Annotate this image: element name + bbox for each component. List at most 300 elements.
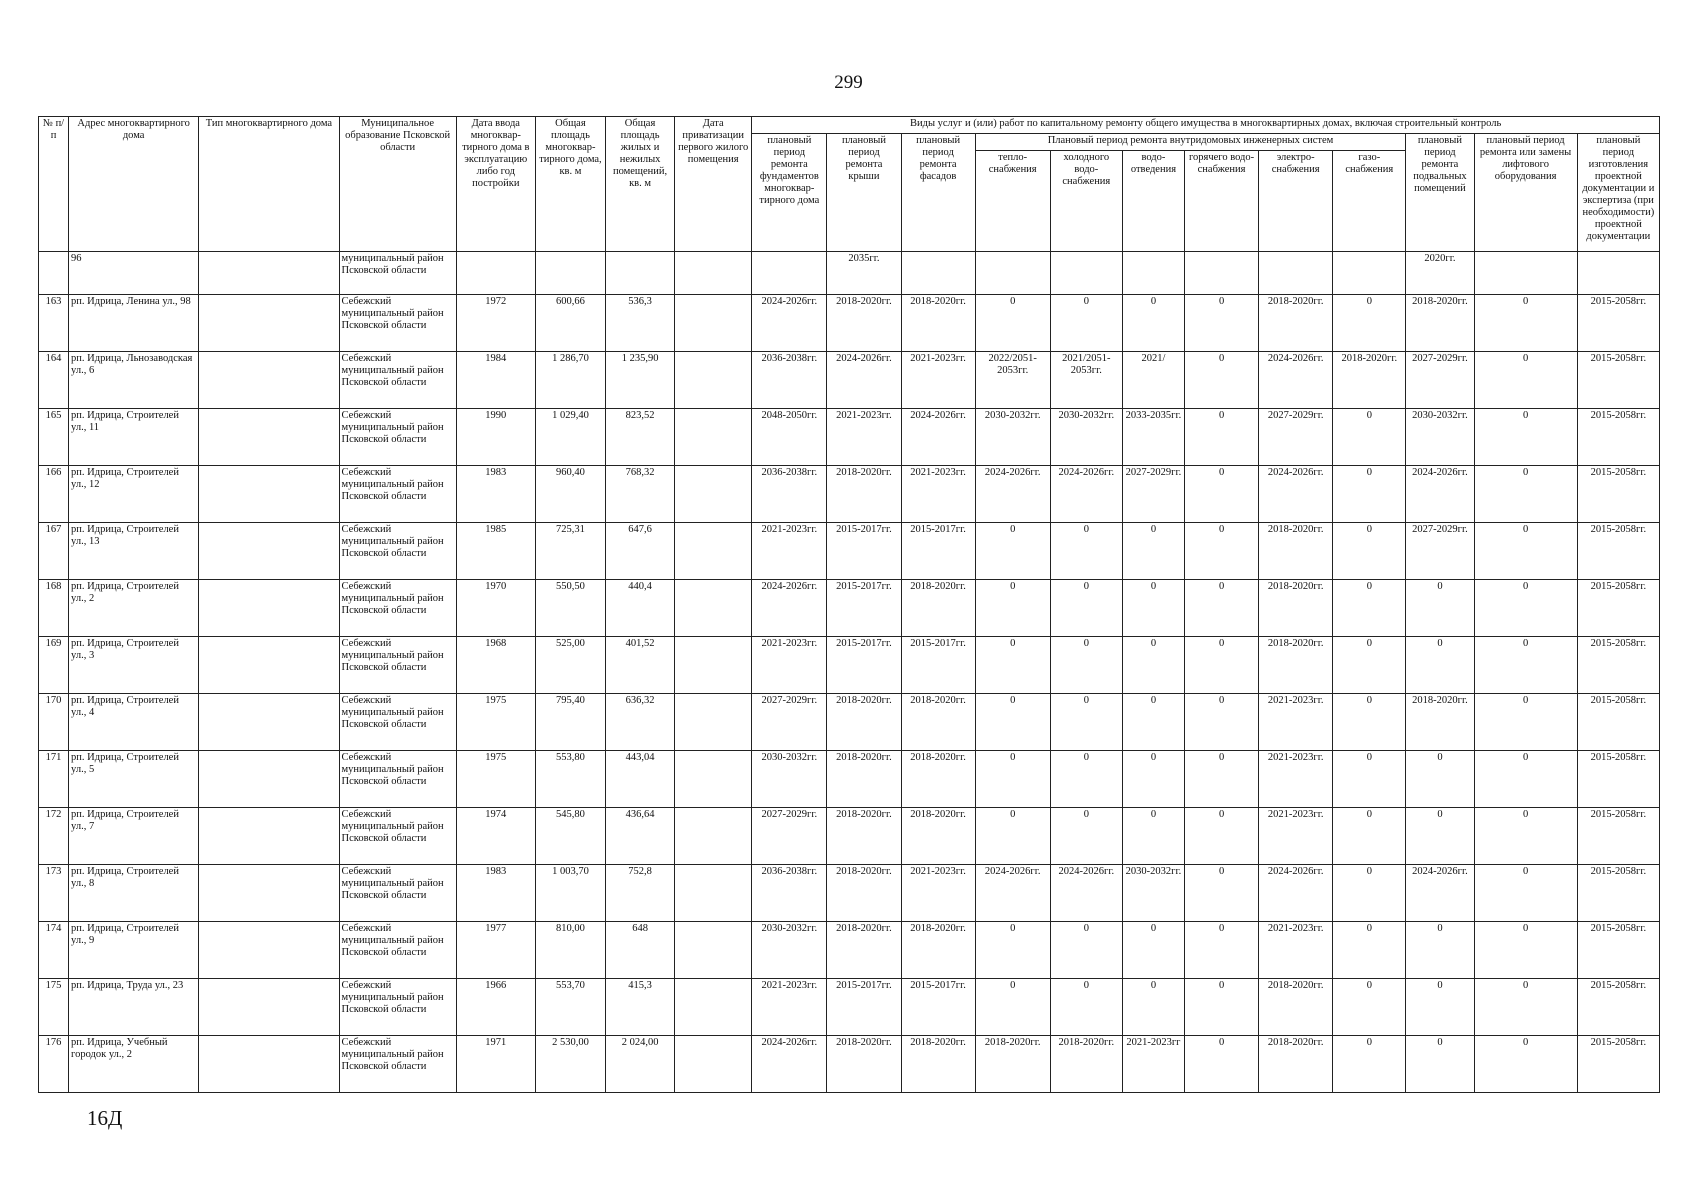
- cell-project: 2015-2058гг.: [1577, 1036, 1659, 1093]
- table-row: [39, 523, 1660, 580]
- cell-cold-water: 0: [1050, 922, 1122, 979]
- cell-hot-water: 0: [1185, 922, 1259, 979]
- cell-num: 172: [39, 808, 69, 865]
- header-house-type: Тип многоквартирного дома: [199, 117, 339, 252]
- cell-project: 2015-2058гг.: [1577, 523, 1659, 580]
- cell-drainage: 2021/: [1122, 352, 1184, 409]
- cell-hot-water: 0: [1185, 808, 1259, 865]
- cell-heating: 0: [975, 922, 1050, 979]
- cell-electric: 2018-2020гг.: [1259, 580, 1333, 637]
- continuation-row: [39, 252, 1660, 295]
- table-row: [39, 865, 1660, 922]
- cell-living-area: 536,3: [606, 295, 675, 352]
- cell-gas: 0: [1333, 922, 1406, 979]
- cell-privatization: [675, 979, 752, 1036]
- cell-project: 2015-2058гг.: [1577, 466, 1659, 523]
- cell-drainage: 0: [1122, 751, 1184, 808]
- cell-house-type: [199, 1036, 339, 1093]
- cell-basement: 2027-2029гг.: [1406, 352, 1474, 409]
- table-row: [39, 922, 1660, 979]
- cell-elevator: 0: [1474, 922, 1577, 979]
- cell-heating: 0: [975, 979, 1050, 1036]
- cell-house-type: [199, 808, 339, 865]
- cell-gas: 0: [1333, 694, 1406, 751]
- cell-roof: 2018-2020гг.: [827, 808, 901, 865]
- cell-cold-water: 2024-2026гг.: [1050, 865, 1122, 922]
- cell-roof: 2018-2020гг.: [827, 751, 901, 808]
- header-cold-water: холодного водо-снабжения: [1050, 151, 1122, 252]
- cell-basement: 2024-2026гг.: [1406, 466, 1474, 523]
- cell-basement: 0: [1406, 637, 1474, 694]
- cell-electric: 2018-2020гг.: [1259, 637, 1333, 694]
- cell-cold-water: 0: [1050, 751, 1122, 808]
- cell-basement: 0: [1406, 922, 1474, 979]
- cell-living-area: 2 024,00: [606, 1036, 675, 1093]
- cell-foundation: 2036-2038гг.: [752, 352, 827, 409]
- cell-address: рп. Идрица, Ленина ул., 98: [69, 295, 199, 352]
- cell-municipality: Себежский муниципальный район Псковской области: [339, 523, 456, 580]
- cell-municipality: Себежский муниципальный район Псковской области: [339, 580, 456, 637]
- cell-municipality: Себежский муниципальный район Псковской области: [339, 694, 456, 751]
- cell-elevator: 0: [1474, 865, 1577, 922]
- cell-gas: 0: [1333, 637, 1406, 694]
- capital-repair-table: [38, 116, 1660, 1093]
- cell-year: 1971: [456, 1036, 535, 1093]
- cell-municipality: Себежский муниципальный район Псковской области: [339, 979, 456, 1036]
- cell-living-area: 647,6: [606, 523, 675, 580]
- table-row: [39, 1036, 1660, 1093]
- cell-foundation: 2048-2050гг.: [752, 409, 827, 466]
- cell-drainage: 2030-2032гг.: [1122, 865, 1184, 922]
- cell-hot-water: 0: [1185, 580, 1259, 637]
- cell-address: рп. Идрица, Строителей ул., 2: [69, 580, 199, 637]
- cell-gas: 0: [1333, 865, 1406, 922]
- cell-total-area: 960,40: [535, 466, 605, 523]
- cell-cold-water: 2024-2026гг.: [1050, 466, 1122, 523]
- cell-project: 2015-2058гг.: [1577, 409, 1659, 466]
- table-body: [39, 252, 1660, 1093]
- cell-heating: 2024-2026гг.: [975, 865, 1050, 922]
- cell-hot-water: 0: [1185, 694, 1259, 751]
- cell-facade: 2021-2023гг.: [901, 352, 975, 409]
- cell-year: 1984: [456, 352, 535, 409]
- cell-address: рп. Идрица, Строителей ул., 8: [69, 865, 199, 922]
- cell-facade: 2021-2023гг.: [901, 865, 975, 922]
- cell-hot-water: 0: [1185, 637, 1259, 694]
- cell-drainage: 0: [1122, 922, 1184, 979]
- cell-address: рп. Идрица, Труда ул., 23: [69, 979, 199, 1036]
- cell-project: 2015-2058гг.: [1577, 580, 1659, 637]
- cell-house-type: [199, 295, 339, 352]
- cell-drainage: 0: [1122, 295, 1184, 352]
- header-electric: электро-снабжения: [1259, 151, 1333, 252]
- cell-heating: 0: [975, 694, 1050, 751]
- cell-living-area: 768,32: [606, 466, 675, 523]
- header-total-area: Общая площадь многоквар-тирного дома, кв. м: [535, 117, 605, 252]
- cell-basement: 0: [1406, 808, 1474, 865]
- cell-num: 173: [39, 865, 69, 922]
- cell-living-area: 636,32: [606, 694, 675, 751]
- cell-cold-water: 0: [1050, 637, 1122, 694]
- cell-house-type: [199, 523, 339, 580]
- cell-year: 1968: [456, 637, 535, 694]
- cell-project: 2015-2058гг.: [1577, 865, 1659, 922]
- cell-municipality: Себежский муниципальный район Псковской области: [339, 295, 456, 352]
- header-roof: плановый период ремонта крыши: [827, 134, 901, 252]
- cell-cold-water: 2021/2051-2053гг.: [1050, 352, 1122, 409]
- cell-electric: 2018-2020гг.: [1259, 295, 1333, 352]
- table-row: [39, 352, 1660, 409]
- cell-electric: 2021-2023гг.: [1259, 808, 1333, 865]
- cell-foundation: 2036-2038гг.: [752, 865, 827, 922]
- cell-total-area: 725,31: [535, 523, 605, 580]
- cell-privatization: [675, 694, 752, 751]
- cell-basement: 0: [1406, 580, 1474, 637]
- cell-heating: 2018-2020гг.: [975, 1036, 1050, 1093]
- cell-facade: 2015-2017гг.: [901, 979, 975, 1036]
- cell-basement: 2018-2020гг.: [1406, 295, 1474, 352]
- header-elevator: плановый период ремонта или замены лифтового оборудования: [1474, 134, 1577, 252]
- cell-heating: 0: [975, 523, 1050, 580]
- cell-municipality: Себежский муниципальный район Псковской области: [339, 808, 456, 865]
- cell-elevator: 0: [1474, 295, 1577, 352]
- cell-year: 1990: [456, 409, 535, 466]
- cell-cold-water: 0: [1050, 295, 1122, 352]
- cell-num: 170: [39, 694, 69, 751]
- header-year: Дата ввода многоквар-тирного дома в эксплуатацию либо год постройки: [456, 117, 535, 252]
- cell-address: рп. Идрица, Строителей ул., 3: [69, 637, 199, 694]
- cell-living-area: 1 235,90: [606, 352, 675, 409]
- table-row: [39, 295, 1660, 352]
- cell-municipality: Себежский муниципальный район Псковской области: [339, 466, 456, 523]
- cell-roof: 2018-2020гг.: [827, 922, 901, 979]
- cell-facade: 2015-2017гг.: [901, 637, 975, 694]
- cell-basement: 2024-2026гг.: [1406, 865, 1474, 922]
- cell-gas: 0: [1333, 409, 1406, 466]
- continuation-basement: 2020гг.: [1406, 252, 1474, 295]
- cell-project: 2015-2058гг.: [1577, 751, 1659, 808]
- cell-municipality: Себежский муниципальный район Псковской области: [339, 865, 456, 922]
- cell-facade: 2018-2020гг.: [901, 808, 975, 865]
- cell-privatization: [675, 295, 752, 352]
- cell-year: 1983: [456, 865, 535, 922]
- cell-cold-water: 0: [1050, 580, 1122, 637]
- cell-living-area: 440,4: [606, 580, 675, 637]
- cell-gas: 0: [1333, 751, 1406, 808]
- cell-roof: 2018-2020гг.: [827, 694, 901, 751]
- cell-privatization: [675, 466, 752, 523]
- cell-roof: 2018-2020гг.: [827, 466, 901, 523]
- cell-address: рп. Идрица, Строителей ул., 9: [69, 922, 199, 979]
- cell-drainage: 0: [1122, 979, 1184, 1036]
- cell-cold-water: 0: [1050, 979, 1122, 1036]
- header-municipality: Муниципальное образование Псковской области: [339, 117, 456, 252]
- cell-house-type: [199, 466, 339, 523]
- cell-electric: 2018-2020гг.: [1259, 1036, 1333, 1093]
- cell-total-area: 600,66: [535, 295, 605, 352]
- cell-num: 176: [39, 1036, 69, 1093]
- header-facade: плановый период ремонта фасадов: [901, 134, 975, 252]
- cell-elevator: 0: [1474, 694, 1577, 751]
- cell-facade: 2015-2017гг.: [901, 523, 975, 580]
- header-hot-water: горячего водо-снабжения: [1185, 151, 1259, 252]
- cell-total-area: 795,40: [535, 694, 605, 751]
- cell-gas: 0: [1333, 808, 1406, 865]
- cell-total-area: 525,00: [535, 637, 605, 694]
- cell-facade: 2024-2026гг.: [901, 409, 975, 466]
- cell-elevator: 0: [1474, 523, 1577, 580]
- cell-roof: 2015-2017гг.: [827, 637, 901, 694]
- table-row: [39, 580, 1660, 637]
- cell-cold-water: 0: [1050, 523, 1122, 580]
- cell-heating: 2022/2051-2053гг.: [975, 352, 1050, 409]
- cell-living-area: 436,64: [606, 808, 675, 865]
- cell-foundation: 2027-2029гг.: [752, 694, 827, 751]
- cell-total-area: 553,80: [535, 751, 605, 808]
- cell-cold-water: 0: [1050, 694, 1122, 751]
- cell-house-type: [199, 352, 339, 409]
- cell-hot-water: 0: [1185, 1036, 1259, 1093]
- continuation-roof: 2035гг.: [827, 252, 901, 295]
- cell-hot-water: 0: [1185, 352, 1259, 409]
- cell-foundation: 2027-2029гг.: [752, 808, 827, 865]
- cell-address: рп. Идрица, Строителей ул., 5: [69, 751, 199, 808]
- cell-num: 163: [39, 295, 69, 352]
- cell-foundation: 2024-2026гг.: [752, 295, 827, 352]
- cell-electric: 2021-2023гг.: [1259, 922, 1333, 979]
- cell-foundation: 2030-2032гг.: [752, 922, 827, 979]
- cell-privatization: [675, 922, 752, 979]
- cell-heating: 2030-2032гг.: [975, 409, 1050, 466]
- cell-total-area: 810,00: [535, 922, 605, 979]
- cell-heating: 0: [975, 295, 1050, 352]
- cell-roof: 2024-2026гг.: [827, 352, 901, 409]
- cell-total-area: 553,70: [535, 979, 605, 1036]
- cell-roof: 2018-2020гг.: [827, 295, 901, 352]
- cell-gas: 0: [1333, 523, 1406, 580]
- cell-house-type: [199, 694, 339, 751]
- cell-num: 168: [39, 580, 69, 637]
- cell-gas: 0: [1333, 295, 1406, 352]
- cell-foundation: 2036-2038гг.: [752, 466, 827, 523]
- cell-elevator: 0: [1474, 580, 1577, 637]
- cell-gas: 0: [1333, 580, 1406, 637]
- cell-cold-water: 2030-2032гг.: [1050, 409, 1122, 466]
- cell-gas: 0: [1333, 979, 1406, 1036]
- cell-privatization: [675, 409, 752, 466]
- cell-num: 165: [39, 409, 69, 466]
- cell-num: 169: [39, 637, 69, 694]
- cell-num: 174: [39, 922, 69, 979]
- cell-drainage: 0: [1122, 580, 1184, 637]
- cell-elevator: 0: [1474, 1036, 1577, 1093]
- cell-electric: 2024-2026гг.: [1259, 352, 1333, 409]
- cell-facade: 2018-2020гг.: [901, 922, 975, 979]
- table-row: [39, 694, 1660, 751]
- cell-address: рп. Идрица, Строителей ул., 11: [69, 409, 199, 466]
- cell-foundation: 2021-2023гг.: [752, 979, 827, 1036]
- header-heating: тепло-снабжения: [975, 151, 1050, 252]
- cell-drainage: 0: [1122, 637, 1184, 694]
- cell-num: 175: [39, 979, 69, 1036]
- cell-foundation: 2030-2032гг.: [752, 751, 827, 808]
- cell-year: 1974: [456, 808, 535, 865]
- cell-basement: 2027-2029гг.: [1406, 523, 1474, 580]
- cell-elevator: 0: [1474, 637, 1577, 694]
- table-row: [39, 979, 1660, 1036]
- table-row: [39, 808, 1660, 865]
- cell-total-area: 550,50: [535, 580, 605, 637]
- cell-facade: 2021-2023гг.: [901, 466, 975, 523]
- cell-privatization: [675, 523, 752, 580]
- cell-heating: 0: [975, 637, 1050, 694]
- cell-year: 1975: [456, 694, 535, 751]
- cell-hot-water: 0: [1185, 295, 1259, 352]
- cell-drainage: 2021-2023гг: [1122, 1036, 1184, 1093]
- cell-address: рп. Идрица, Учебный городок ул., 2: [69, 1036, 199, 1093]
- cell-total-area: 1 029,40: [535, 409, 605, 466]
- cell-electric: 2018-2020гг.: [1259, 979, 1333, 1036]
- cell-year: 1966: [456, 979, 535, 1036]
- cell-heating: 0: [975, 751, 1050, 808]
- cell-hot-water: 0: [1185, 466, 1259, 523]
- cell-cold-water: 0: [1050, 808, 1122, 865]
- cell-living-area: 443,04: [606, 751, 675, 808]
- cell-drainage: 0: [1122, 808, 1184, 865]
- cell-project: 2015-2058гг.: [1577, 922, 1659, 979]
- cell-drainage: 0: [1122, 694, 1184, 751]
- cell-electric: 2024-2026гг.: [1259, 865, 1333, 922]
- cell-elevator: 0: [1474, 979, 1577, 1036]
- cell-roof: 2015-2017гг.: [827, 979, 901, 1036]
- cell-basement: 0: [1406, 751, 1474, 808]
- cell-drainage: 2033-2035гг.: [1122, 409, 1184, 466]
- cell-num: 166: [39, 466, 69, 523]
- cell-living-area: 823,52: [606, 409, 675, 466]
- header-basement: плановый период ремонта подвальных помещений: [1406, 134, 1474, 252]
- cell-municipality: Себежский муниципальный район Псковской области: [339, 409, 456, 466]
- header-living-area: Общая площадь жилых и нежилых помещений, кв. м: [606, 117, 675, 252]
- cell-elevator: 0: [1474, 352, 1577, 409]
- cell-roof: 2018-2020гг.: [827, 1036, 901, 1093]
- header-privatization: Дата приватизации первого жилого помещения: [675, 117, 752, 252]
- cell-living-area: 401,52: [606, 637, 675, 694]
- header-drainage: водо-отведения: [1122, 151, 1184, 252]
- cell-facade: 2018-2020гг.: [901, 295, 975, 352]
- cell-hot-water: 0: [1185, 865, 1259, 922]
- cell-privatization: [675, 751, 752, 808]
- cell-foundation: 2024-2026гг.: [752, 580, 827, 637]
- cell-total-area: 1 003,70: [535, 865, 605, 922]
- cell-house-type: [199, 751, 339, 808]
- cell-facade: 2018-2020гг.: [901, 1036, 975, 1093]
- cell-address: рп. Идрица, Строителей ул., 13: [69, 523, 199, 580]
- cell-electric: 2018-2020гг.: [1259, 523, 1333, 580]
- cell-gas: 0: [1333, 1036, 1406, 1093]
- cell-roof: 2021-2023гг.: [827, 409, 901, 466]
- cell-year: 1972: [456, 295, 535, 352]
- cell-foundation: 2021-2023гг.: [752, 523, 827, 580]
- cell-heating: 0: [975, 580, 1050, 637]
- cell-address: рп. Идрица, Строителей ул., 7: [69, 808, 199, 865]
- cell-address: рп. Идрица, Строителей ул., 4: [69, 694, 199, 751]
- cell-living-area: 648: [606, 922, 675, 979]
- cell-house-type: [199, 580, 339, 637]
- cell-foundation: 2021-2023гг.: [752, 637, 827, 694]
- cell-municipality: Себежский муниципальный район Псковской области: [339, 751, 456, 808]
- cell-project: 2015-2058гг.: [1577, 637, 1659, 694]
- cell-house-type: [199, 409, 339, 466]
- cell-project: 2015-2058гг.: [1577, 352, 1659, 409]
- cell-electric: 2021-2023гг.: [1259, 694, 1333, 751]
- cell-hot-water: 0: [1185, 751, 1259, 808]
- cell-drainage: 2027-2029гг.: [1122, 466, 1184, 523]
- table-row: [39, 751, 1660, 808]
- cell-electric: 2024-2026гг.: [1259, 466, 1333, 523]
- continuation-address: 96: [69, 252, 199, 295]
- cell-gas: 2018-2020гг.: [1333, 352, 1406, 409]
- cell-num: 167: [39, 523, 69, 580]
- cell-living-area: 415,3: [606, 979, 675, 1036]
- cell-facade: 2018-2020гг.: [901, 694, 975, 751]
- cell-cold-water: 2018-2020гг.: [1050, 1036, 1122, 1093]
- cell-basement: 0: [1406, 1036, 1474, 1093]
- cell-elevator: 0: [1474, 751, 1577, 808]
- cell-privatization: [675, 1036, 752, 1093]
- cell-municipality: Себежский муниципальный район Псковской области: [339, 352, 456, 409]
- cell-basement: 0: [1406, 979, 1474, 1036]
- cell-roof: 2015-2017гг.: [827, 580, 901, 637]
- cell-hot-water: 0: [1185, 409, 1259, 466]
- cell-address: рп. Идрица, Строителей ул., 12: [69, 466, 199, 523]
- cell-privatization: [675, 580, 752, 637]
- cell-total-area: 545,80: [535, 808, 605, 865]
- header-num: № п/п: [39, 117, 69, 252]
- continuation-municipality: муниципальный район Псковской области: [339, 252, 456, 295]
- cell-elevator: 0: [1474, 466, 1577, 523]
- cell-year: 1985: [456, 523, 535, 580]
- cell-municipality: Себежский муниципальный район Псковской области: [339, 922, 456, 979]
- cell-drainage: 0: [1122, 523, 1184, 580]
- cell-num: 164: [39, 352, 69, 409]
- header-foundation: плановый период ремонта фундаментов многоквар-тирного дома: [752, 134, 827, 252]
- cell-roof: 2015-2017гг.: [827, 523, 901, 580]
- cell-facade: 2018-2020гг.: [901, 580, 975, 637]
- cell-year: 1970: [456, 580, 535, 637]
- cell-basement: 2030-2032гг.: [1406, 409, 1474, 466]
- cell-num: 171: [39, 751, 69, 808]
- cell-house-type: [199, 922, 339, 979]
- cell-year: 1977: [456, 922, 535, 979]
- header-engineering-group: Плановый период ремонта внутридомовых инженерных систем: [975, 134, 1406, 151]
- footer-code: 16Д: [87, 1106, 123, 1130]
- cell-elevator: 0: [1474, 409, 1577, 466]
- cell-privatization: [675, 808, 752, 865]
- cell-privatization: [675, 637, 752, 694]
- cell-house-type: [199, 979, 339, 1036]
- cell-elevator: 0: [1474, 808, 1577, 865]
- cell-address: рп. Идрица, Льнозаводская ул., 6: [69, 352, 199, 409]
- cell-hot-water: 0: [1185, 979, 1259, 1036]
- cell-electric: 2021-2023гг.: [1259, 751, 1333, 808]
- cell-facade: 2018-2020гг.: [901, 751, 975, 808]
- page-number: 299: [834, 72, 863, 93]
- cell-project: 2015-2058гг.: [1577, 295, 1659, 352]
- cell-electric: 2027-2029гг.: [1259, 409, 1333, 466]
- cell-living-area: 752,8: [606, 865, 675, 922]
- cell-total-area: 1 286,70: [535, 352, 605, 409]
- cell-privatization: [675, 865, 752, 922]
